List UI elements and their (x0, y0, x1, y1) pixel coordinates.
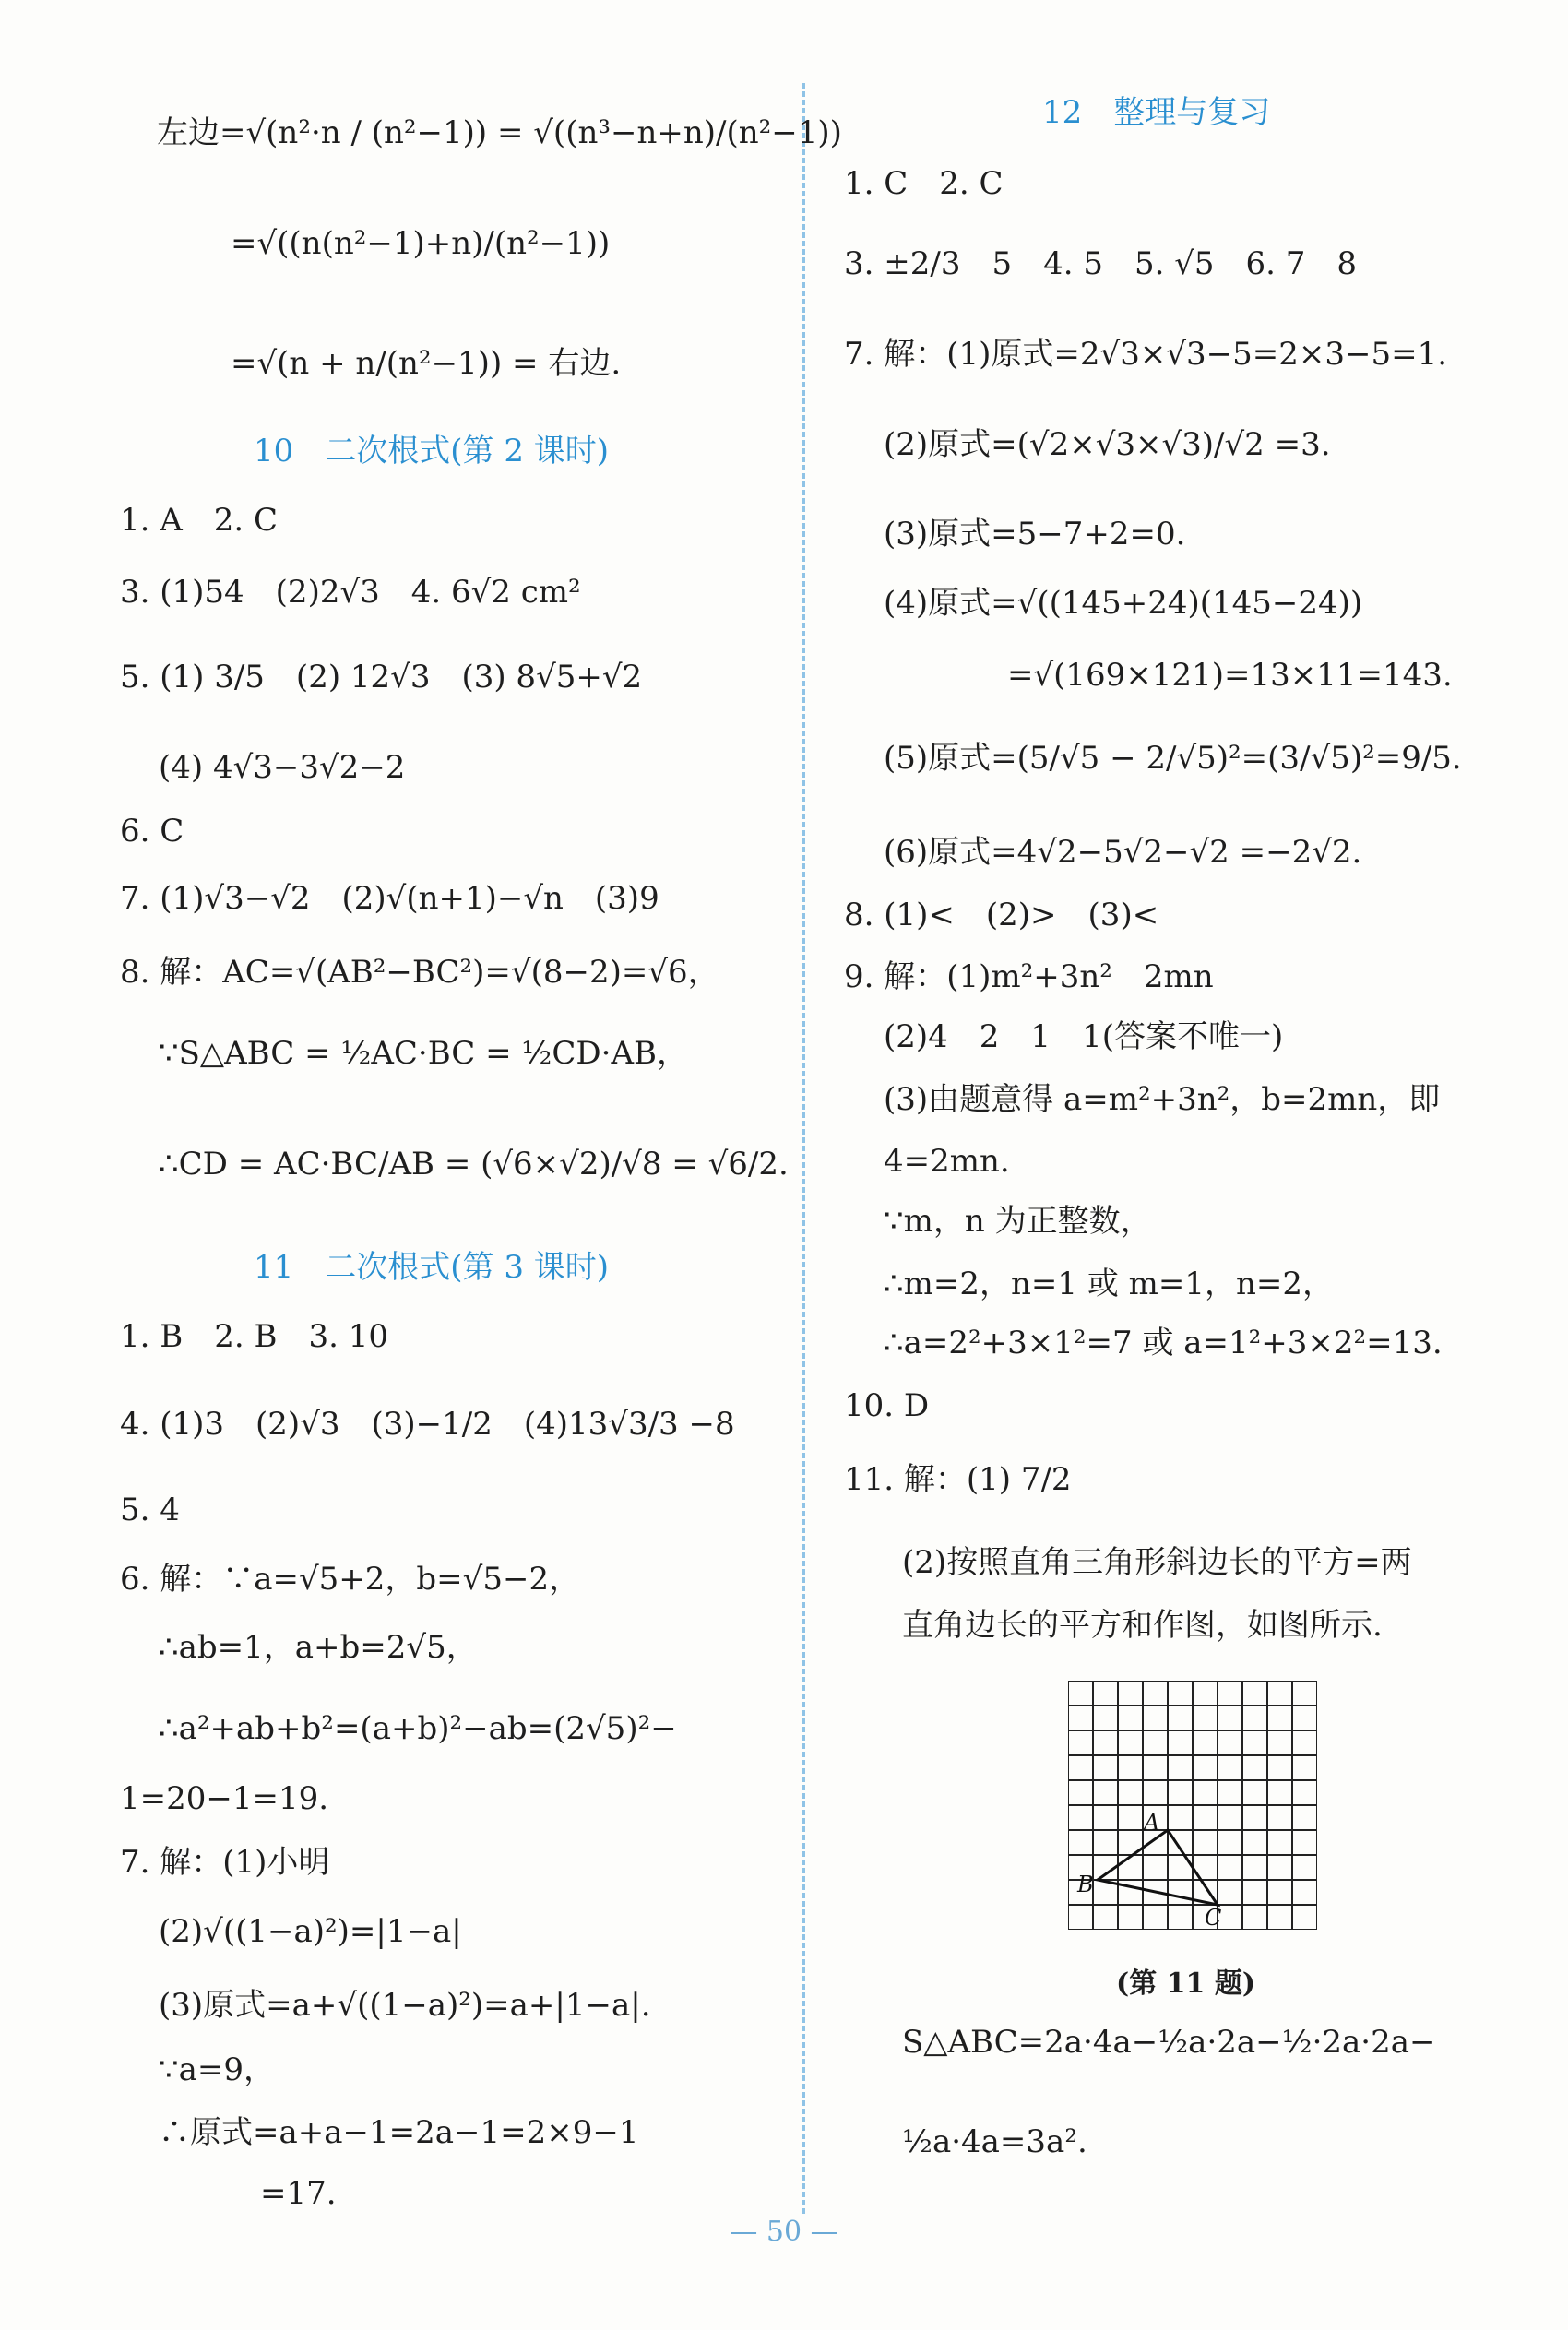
answer-line: ∴a=2²+3×1²=7 或 a=1²+3×2²=13. (884, 1325, 1443, 1361)
answer-line: ∴原式=a+a−1=2a−1=2×9−1 (159, 2114, 639, 2151)
answer-line: 8. 解：AC=√(AB²−BC²)=√(8−2)=√6， (120, 954, 719, 991)
answer-line: ∵m，n 为正整数， (884, 1203, 1152, 1240)
answer-line: ∴CD = AC·BC/AB = (√6×√2)/√8 = √6/2. (159, 1146, 789, 1183)
proof-line-3: =√(n + n/(n²−1)) = 右边. (231, 345, 622, 382)
answer-line: 7. 解：(1)小明 (120, 1844, 330, 1881)
answer-line: 5. (1) 3/5 (2) 12√3 (3) 8√5+√2 (120, 659, 643, 695)
answer-line: ∵a=9， (159, 2051, 276, 2088)
answer-line: 3. ±2/3 5 4. 5 5. √5 6. 7 8 (844, 245, 1358, 282)
answer-line: 1. B 2. B 3. 10 (120, 1318, 388, 1355)
answer-line: (3)由题意得 a=m²+3n²，b=2mn，即 (884, 1081, 1441, 1118)
answer-line: (2)4 2 1 1(答案不唯一) (884, 1018, 1284, 1055)
answer-line: 11. 解：(1) 7/2 (844, 1461, 1072, 1498)
answer-line: (3)原式=5−7+2=0. (884, 516, 1186, 553)
answer-line: (2)原式=(√2×√3×√3)/√2 =3. (884, 426, 1331, 463)
section-heading-11: 11 二次根式(第 3 课时) (254, 1249, 610, 1286)
answer-line: 1. C 2. C (844, 165, 1004, 202)
answer-line: 直角边长的平方和作图，如图所示. (902, 1607, 1383, 1644)
vertex-label-b: B (1077, 1872, 1094, 1897)
column-divider (802, 83, 805, 2214)
grid-lines (1068, 1681, 1317, 1930)
answer-line: (6)原式=4√2−5√2−√2 =−2√2. (884, 834, 1362, 871)
answer-line: ∴ab=1，a+b=2√5， (159, 1629, 478, 1666)
proof-line-2: =√((n(n²−1)+n)/(n²−1)) (231, 225, 611, 262)
answer-line: ∵S△ABC = ½AC·BC = ½CD·AB， (159, 1035, 688, 1072)
answer-line: 4. (1)3 (2)√3 (3)−1/2 (4)13√3/3 −8 (120, 1406, 735, 1443)
answer-line: (4)原式=√((145+24)(145−24)) (884, 585, 1363, 622)
answer-line: ∴a²+ab+b²=(a+b)²−ab=(2√5)²− (159, 1710, 677, 1747)
answer-line: 7. (1)√3−√2 (2)√(n+1)−√n (3)9 (120, 880, 659, 917)
proof-line-1: 左边=√(n²·n / (n²−1)) = √((n³−n+n)/(n²−1)) (157, 114, 842, 151)
answer-line: 9. 解：(1)m²+3n² 2mn (844, 958, 1214, 995)
answer-line: (3)原式=a+√((1−a)²)=a+|1−a|. (159, 1987, 651, 2024)
answer-line: 3. (1)54 (2)2√3 4. 6√2 cm² (120, 574, 581, 611)
answer-line: 1. A 2. C (120, 502, 279, 539)
answer-line: S△ABC=2a·4a−½a·2a−½·2a·2a− (902, 2024, 1436, 2061)
answer-line: 6. 解：∵a=√5+2，b=√5−2， (120, 1561, 581, 1598)
figure-caption: (第 11 题) (1116, 1967, 1256, 2000)
answer-line: 4=2mn. (884, 1143, 1010, 1180)
section-heading-12: 12 整理与复习 (1042, 94, 1271, 131)
answer-line: (4) 4√3−3√2−2 (159, 749, 406, 786)
answer-line: 10. D (844, 1387, 930, 1424)
answer-line: 7. 解：(1)原式=2√3×√3−5=2×3−5=1. (844, 336, 1448, 373)
answer-line: (2)按照直角三角形斜边长的平方=两 (902, 1544, 1412, 1581)
answer-line: 1=20−1=19. (120, 1780, 329, 1817)
page-number: — 50 — (730, 2216, 838, 2248)
answer-line: =√(169×121)=13×11=143. (1007, 657, 1453, 694)
answer-line: 5. 4 (120, 1492, 180, 1528)
answer-line: 8. (1)< (2)> (3)< (844, 897, 1159, 933)
vertex-label-c: C (1205, 1905, 1222, 1930)
grid-figure (1068, 1681, 1317, 1930)
answer-line: =17. (260, 2175, 337, 2212)
vertex-label-a: A (1144, 1810, 1160, 1836)
answer-line: ∴m=2，n=1 或 m=1，n=2， (884, 1266, 1335, 1302)
answer-line: ½a·4a=3a². (902, 2123, 1087, 2160)
answer-line: (2)√((1−a)²)=|1−a| (159, 1913, 462, 1950)
answer-line: 6. C (120, 813, 184, 850)
answer-line: (5)原式=(5/√5 − 2/√5)²=(3/√5)²=9/5. (884, 740, 1462, 777)
section-heading-10: 10 二次根式(第 2 课时) (254, 433, 610, 470)
triangle-abc (1098, 1830, 1218, 1905)
